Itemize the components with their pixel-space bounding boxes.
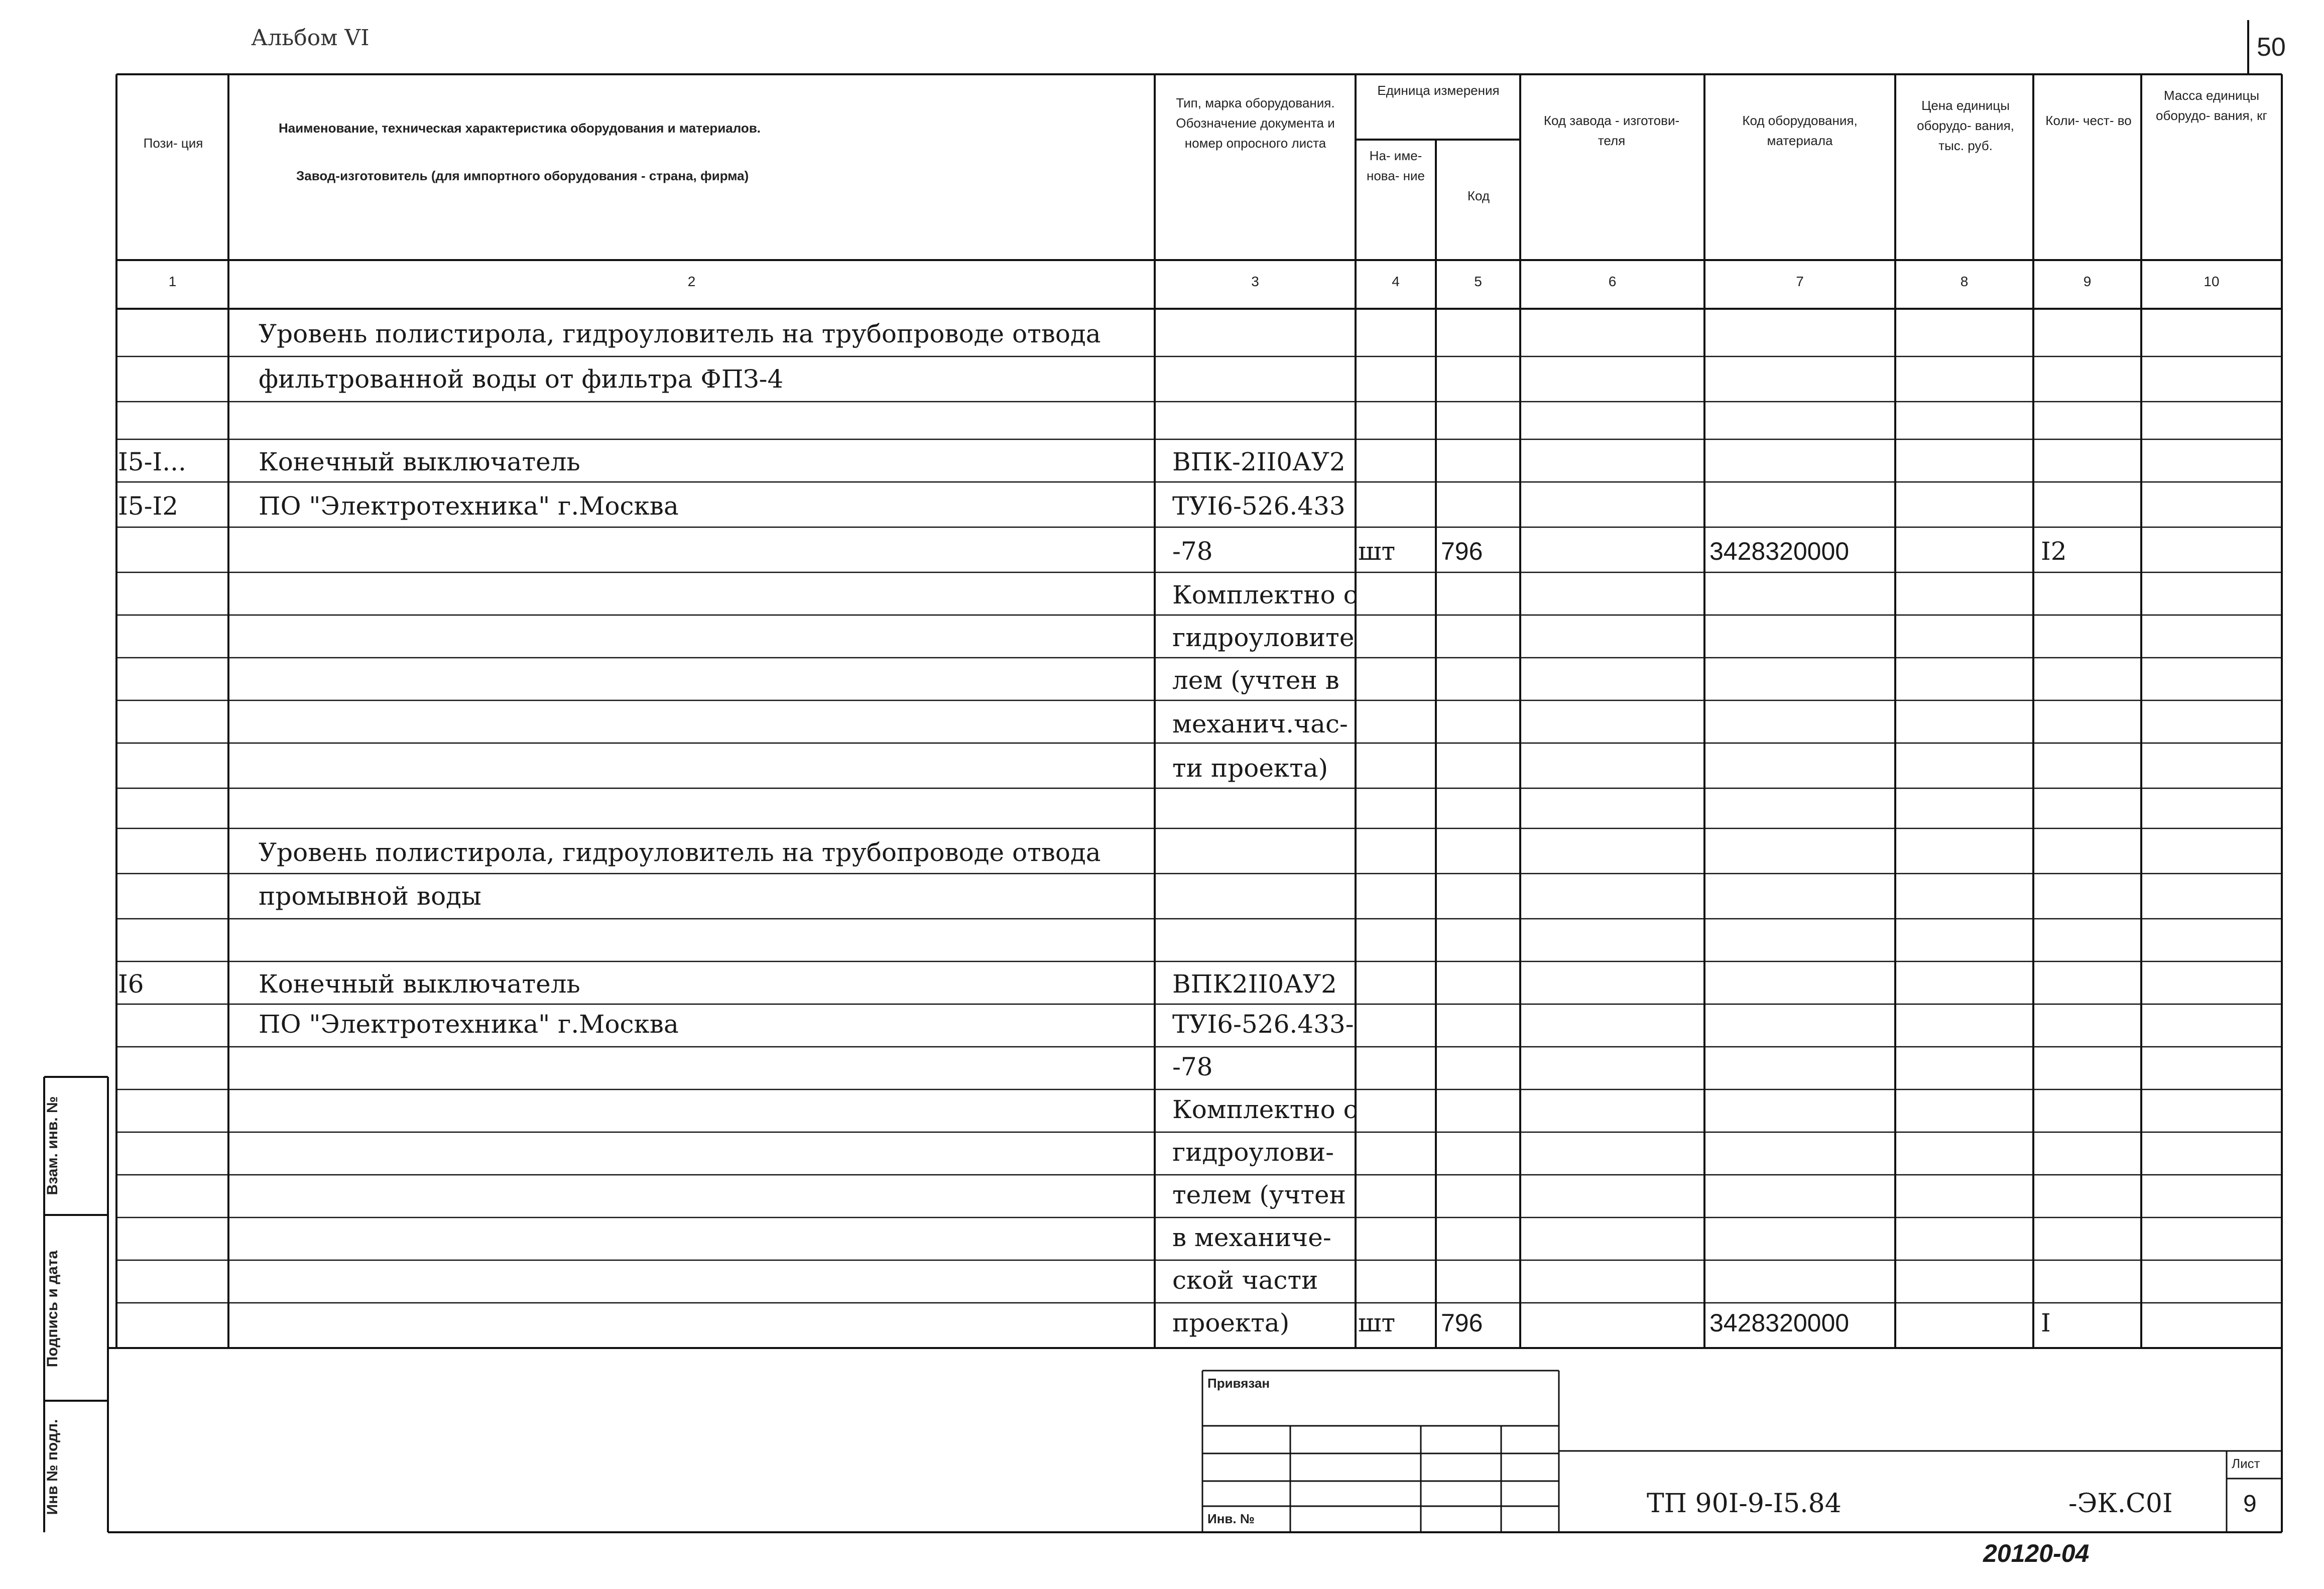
row-type: лем (учтен в <box>1172 666 1339 695</box>
row-name: Конечный выключатель <box>259 447 580 476</box>
header-unit-price: Цена единицы оборудо- вания, тыс. руб. <box>1917 98 2014 153</box>
linked-label: Привязан <box>1207 1376 1270 1391</box>
col-number-5: 5 <box>1474 274 1482 289</box>
row-type: гидроуловите <box>1172 623 1355 652</box>
row-name: промывной воды <box>259 882 481 911</box>
side-label-replaces-inv: Взам. инв. № <box>44 1096 61 1195</box>
row-type: проекта) <box>1172 1308 1290 1337</box>
header-name-line2: Завод-изготовитель (для импортного оборудования - страна, фирма) <box>296 168 749 183</box>
row-name: фильтрованной воды от фильтра ФПЗ-4 <box>259 364 784 394</box>
header-unit-group: Единица измерения <box>1377 83 1500 98</box>
col-number-10: 10 <box>2204 274 2220 289</box>
row-type: в механиче- <box>1172 1223 1331 1252</box>
row-type: ВПК-2II0АУ2 <box>1172 447 1346 476</box>
row-equipment-code: 3428320000 <box>1709 1309 1850 1337</box>
row-type: ти проекта) <box>1172 754 1328 783</box>
row-type: Комплектно с <box>1172 1095 1358 1124</box>
row-unit-code: 796 <box>1441 537 1483 565</box>
row-position: I5-I2 <box>118 492 179 521</box>
side-label-signature-date: Подпись и дата <box>44 1250 61 1368</box>
row-unit-code: 796 <box>1441 1309 1483 1337</box>
row-type: Комплектно с <box>1172 580 1358 609</box>
row-type: гидроулови- <box>1172 1138 1334 1167</box>
document-code: ТП 90I-9-I5.84 <box>1647 1489 1842 1519</box>
row-type: -78 <box>1172 537 1213 566</box>
row-quantity: I <box>2041 1308 2051 1337</box>
row-type: ТУI6-526.433 <box>1172 492 1346 521</box>
row-type: ской части <box>1172 1266 1318 1295</box>
row-equipment-code: 3428320000 <box>1709 537 1850 565</box>
document-suffix: -ЭК.С0I <box>2068 1489 2173 1519</box>
inv-number-label: Инв. № <box>1207 1511 1255 1526</box>
row-type: -78 <box>1172 1052 1213 1081</box>
row-unit: шт <box>1358 1308 1396 1337</box>
col-number-7: 7 <box>1796 274 1804 289</box>
row-type: ВПК2II0АУ2 <box>1172 969 1337 999</box>
header-unit-name: На- име- нова- ние <box>1366 148 1425 183</box>
col-number-9: 9 <box>2083 274 2092 289</box>
row-type: механич.час- <box>1172 709 1348 739</box>
side-label-original-inv: Инв № подл. <box>44 1419 61 1515</box>
row-type: телем (учтен <box>1172 1180 1346 1209</box>
header-factory-code: Код завода - изготови- теля <box>1543 113 1680 148</box>
col-number-4: 4 <box>1392 274 1400 289</box>
row-type: ТУI6-526.433- <box>1172 1010 1354 1039</box>
album-label: Альбом VI <box>251 25 370 51</box>
row-name: Уровень полистирола, гидроуловитель на трубопроводе отвода <box>259 319 1101 348</box>
sheet-label: Лист <box>2232 1456 2260 1471</box>
header-quantity: Коли- чест- во <box>2045 113 2132 128</box>
archive-number: 20120-04 <box>1983 1539 2090 1567</box>
col-number-6: 6 <box>1608 274 1617 289</box>
header-equipment-code: Код оборудования, материала <box>1742 113 1858 148</box>
row-name: Уровень полистирола, гидроуловитель на трубопроводе отвода <box>259 838 1101 867</box>
col-number-3: 3 <box>1251 274 1259 289</box>
col-number-1: 1 <box>168 274 177 289</box>
row-position: I6 <box>118 969 144 999</box>
sheet-number: 9 <box>2243 1491 2257 1517</box>
header-type: Тип, марка оборудования. Обозначение документа и номер опросного листа <box>1176 95 1335 151</box>
row-position: I5-I... <box>118 447 186 476</box>
row-name: ПО "Электротехника" г.Москва <box>259 492 679 521</box>
row-name: Конечный выключатель <box>259 969 580 999</box>
row-unit: шт <box>1358 537 1396 566</box>
header-mass: Масса единицы оборудо- вания, кг <box>2156 88 2267 123</box>
row-quantity: I2 <box>2041 537 2067 566</box>
col-number-2: 2 <box>687 274 696 289</box>
col-number-8: 8 <box>1960 274 1969 289</box>
header-position: Пози- ция <box>143 136 203 151</box>
header-unit-code: Код <box>1467 188 1490 203</box>
page-number: 50 <box>2257 33 2286 62</box>
row-name: ПО "Электротехника" г.Москва <box>259 1010 679 1039</box>
header-name-line1: Наименование, техническая характеристика оборудования и материалов. <box>279 120 761 136</box>
